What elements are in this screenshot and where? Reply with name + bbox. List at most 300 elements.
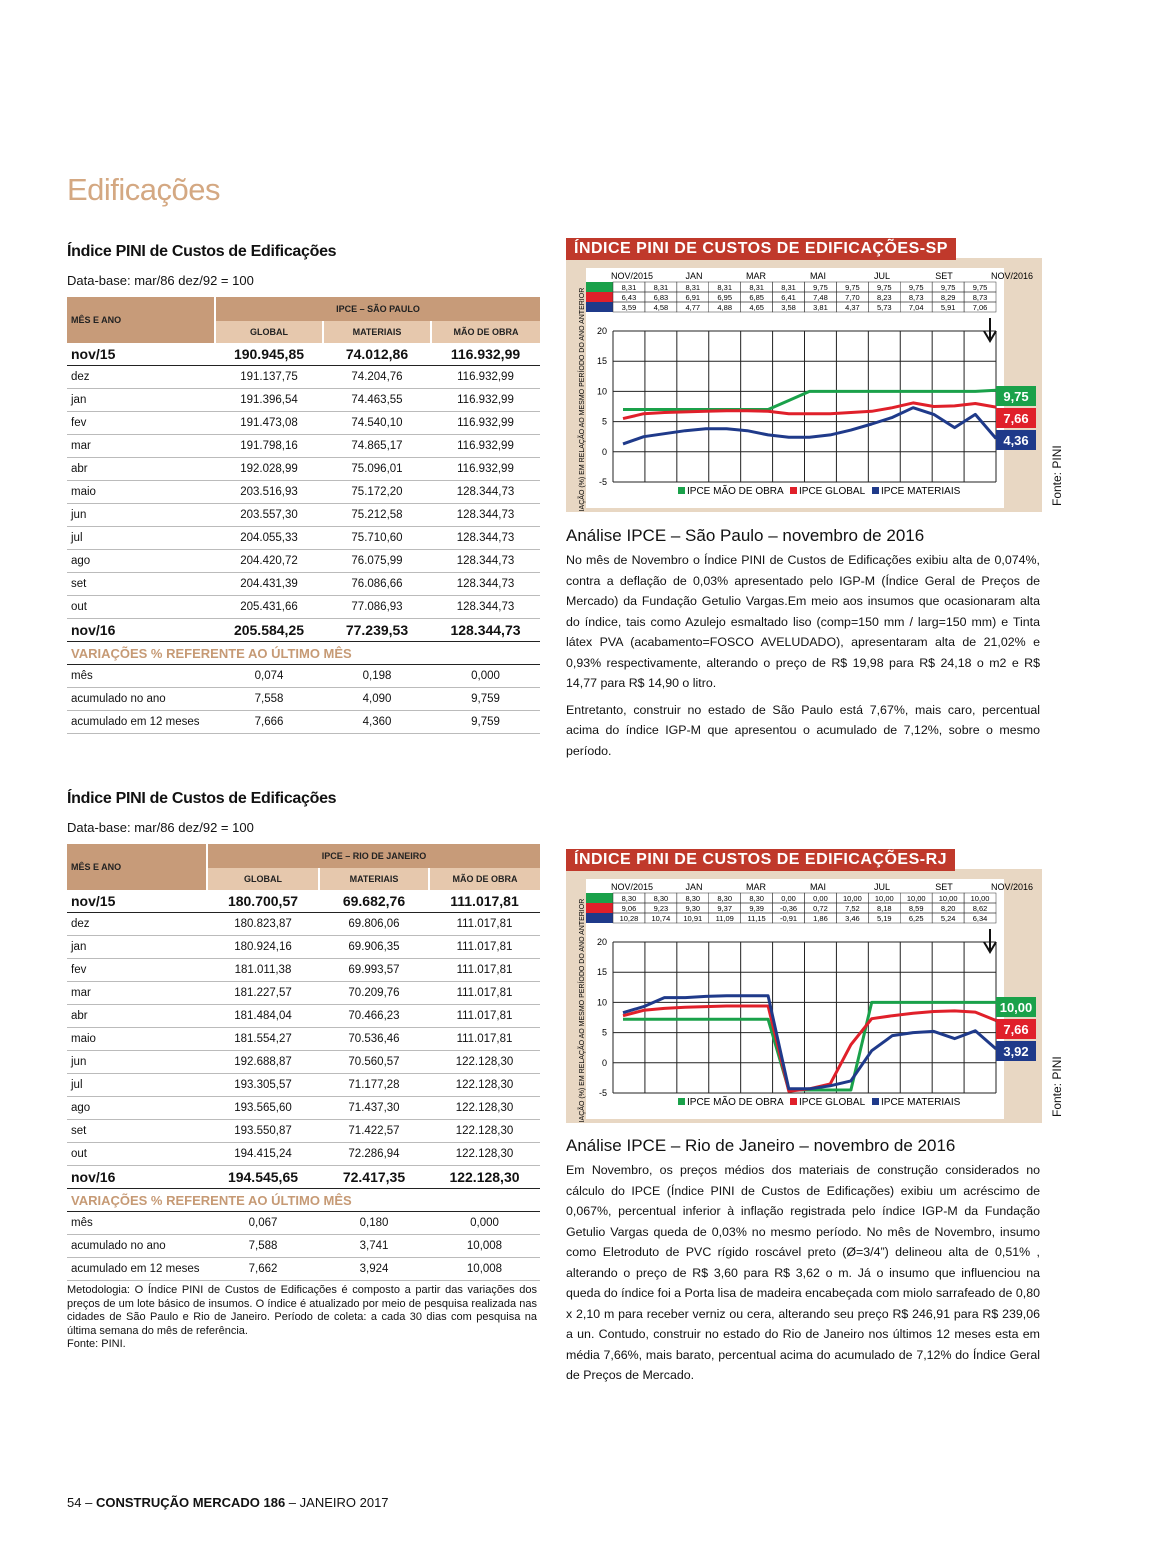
value-label: 8,30 — [685, 894, 701, 903]
rj-analysis-title: Análise IPCE – Rio de Janeiro – novembro de 2016 — [566, 1136, 956, 1155]
cell-mao-de-obra: 9,759 — [431, 688, 540, 711]
value-label: 9,30 — [685, 904, 701, 913]
cell-materiais: 75.172,20 — [323, 481, 431, 504]
table-row — [67, 1097, 540, 1120]
table-row — [67, 573, 540, 596]
row-label: fev — [67, 412, 215, 435]
value-label: 3,46 — [845, 914, 860, 923]
value-label: 9,75 — [813, 283, 828, 292]
value-label: 0,00 — [813, 894, 828, 903]
row-label: set — [67, 1120, 207, 1143]
value-label: 9,75 — [972, 283, 988, 292]
cell-materiais: 69.682,76 — [319, 890, 429, 913]
cell-materiais: 70.466,23 — [319, 1005, 429, 1028]
sp-table-subtitle: Data-base: mar/86 dez/92 = 100 — [67, 273, 254, 288]
sp-chart-panel — [566, 258, 1042, 512]
variation-title: VARIAÇÕES % REFERENTE AO ÚLTIMO MÊS — [67, 642, 540, 665]
row-label: set — [67, 573, 215, 596]
y-tick-label: 10 — [596, 386, 607, 397]
value-label: 9,06 — [621, 904, 637, 913]
sp-chart-title: ÍNDICE PINI DE CUSTOS DE EDIFICAÇÕES-SP — [566, 238, 956, 260]
table-row — [67, 1143, 540, 1166]
value-label: 6,85 — [749, 293, 764, 302]
cell-materiais: 71.422,57 — [319, 1120, 429, 1143]
sp-table-title: Índice PINI de Custos de Edificações — [67, 243, 337, 260]
cell-materiais: 69.806,06 — [319, 913, 429, 936]
table-row — [67, 1120, 540, 1143]
table-row — [67, 389, 540, 412]
cell-mao-de-obra: 116.932,99 — [431, 458, 540, 481]
cell-global: 191.473,08 — [215, 412, 323, 435]
cell-global: 7,558 — [215, 688, 323, 711]
cell-materiais: 77.086,93 — [323, 596, 431, 619]
cell-materiais: 76.086,66 — [323, 573, 431, 596]
value-label: 3,58 — [781, 303, 796, 312]
month-label: NOV/2016 — [990, 271, 1034, 281]
cell-global: 180.823,87 — [207, 913, 319, 936]
end-value-label: 4,36 — [1003, 433, 1029, 448]
month-label: MAR — [746, 882, 766, 892]
table-row — [67, 596, 540, 619]
value-label: 6,43 — [621, 293, 637, 302]
table-row — [67, 481, 540, 504]
value-label: 8,73 — [908, 293, 924, 302]
month-label: NOV/2015 — [610, 882, 654, 892]
value-label: 10,28 — [619, 914, 639, 923]
table-row — [67, 1166, 540, 1189]
cell-materiais: 74.540,10 — [323, 412, 431, 435]
value-label: 10,00 — [906, 894, 926, 903]
value-label: -0,91 — [779, 914, 798, 923]
value-label: 8,62 — [972, 904, 988, 913]
sp-analysis-title: Análise IPCE – São Paulo – novembro de 2016 — [566, 526, 925, 545]
cell-global: 204.055,33 — [215, 527, 323, 550]
rj-chart-panel — [566, 869, 1042, 1123]
end-value-label: 9,75 — [1003, 389, 1029, 404]
y-axis-label: VARIAÇÃO (%) EM RELAÇÃO AO MESMO PERÍODO DO ANO ANTERIOR — [579, 287, 586, 512]
legend-label: IPCE MATERIAIS — [881, 1097, 961, 1108]
sp-analysis-text — [566, 550, 1040, 767]
cell-materiais: 75.096,01 — [323, 458, 431, 481]
rj-chart-source: Fonte: PINI — [1050, 1056, 1064, 1117]
table-row — [67, 959, 540, 982]
month-label: MAI — [809, 271, 827, 281]
rj-table-title: Índice PINI de Custos de Edificações — [67, 790, 337, 807]
legend-swatch — [872, 487, 879, 494]
table-row — [67, 1028, 540, 1051]
footer-dash: – — [81, 1495, 96, 1510]
row-label: jul — [67, 1074, 207, 1097]
value-label: 8,31 — [717, 283, 733, 292]
row-label: mês — [67, 1212, 207, 1235]
table-row — [67, 619, 540, 642]
cell-global: 181.484,04 — [207, 1005, 319, 1028]
cell-global: 194.415,24 — [207, 1143, 319, 1166]
value-label: 8,31 — [621, 283, 637, 292]
row-label: mês — [67, 665, 215, 688]
row-label: nov/16 — [67, 619, 215, 642]
cell-global: 193.305,57 — [207, 1074, 319, 1097]
cell-materiais: 3,924 — [319, 1258, 429, 1281]
y-tick-label: 0 — [601, 446, 607, 457]
cell-global: 181.011,38 — [207, 959, 319, 982]
value-label: 8,31 — [653, 283, 669, 292]
variation-row — [67, 1212, 540, 1235]
cell-materiais: 74.012,86 — [323, 343, 431, 366]
value-label: 7,52 — [845, 904, 860, 913]
cell-global: 204.431,39 — [215, 573, 323, 596]
row-label: fev — [67, 959, 207, 982]
y-tick-label: 5 — [601, 1027, 607, 1038]
cell-mao-de-obra: 116.932,99 — [431, 389, 540, 412]
cell-global: 0,067 — [207, 1212, 319, 1235]
row-label: ago — [67, 550, 215, 573]
cell-mao-de-obra: 128.344,73 — [431, 573, 540, 596]
cell-mao-de-obra: 122.128,30 — [429, 1166, 540, 1189]
value-label: 10,74 — [651, 914, 671, 923]
legend-swatch — [872, 1098, 879, 1105]
cell-mao-de-obra: 128.344,73 — [431, 550, 540, 573]
value-label: 8,30 — [717, 894, 733, 903]
cell-mao-de-obra: 111.017,81 — [429, 936, 540, 959]
value-label: 8,29 — [940, 293, 956, 302]
legend-swatch — [678, 1098, 685, 1105]
row-label: nov/15 — [67, 343, 215, 366]
legend-label: IPCE GLOBAL — [799, 1097, 866, 1108]
cell-mao-de-obra: 122.128,30 — [429, 1074, 540, 1097]
value-label: 10,00 — [938, 894, 958, 903]
value-label: 9,75 — [940, 283, 956, 292]
row-label: maio — [67, 481, 215, 504]
value-label: 5,24 — [940, 914, 956, 923]
value-label: 8,18 — [876, 904, 892, 913]
header-mao-de-obra: MÃO DE OBRA — [429, 868, 540, 890]
cell-materiais: 0,180 — [319, 1212, 429, 1235]
value-label: 8,73 — [972, 293, 988, 302]
y-tick-label: -5 — [598, 477, 607, 487]
page-number: 54 — [67, 1495, 82, 1510]
cell-mao-de-obra: 128.344,73 — [431, 504, 540, 527]
value-label: 6,95 — [717, 293, 733, 302]
value-label: 9,23 — [653, 904, 669, 913]
cell-materiais: 3,741 — [319, 1235, 429, 1258]
month-label: NOV/2016 — [990, 882, 1034, 892]
value-label: 4,58 — [653, 303, 669, 312]
header-materiais: MATERIAIS — [319, 868, 429, 890]
cell-materiais: 74.204,76 — [323, 366, 431, 389]
month-label: SET — [935, 882, 953, 892]
value-label: 8,30 — [749, 894, 764, 903]
header-month-year: MÊS E ANO — [67, 844, 207, 890]
series-swatch — [586, 292, 613, 302]
issue-date: JANEIRO 2017 — [299, 1495, 389, 1510]
value-label: 4,37 — [845, 303, 860, 312]
row-label: jan — [67, 389, 215, 412]
value-label: 4,65 — [749, 303, 764, 312]
table-row — [67, 936, 540, 959]
table-row — [67, 913, 540, 936]
value-label: 6,34 — [972, 914, 988, 923]
value-label: 3,59 — [621, 303, 637, 312]
row-label: nov/16 — [67, 1166, 207, 1189]
value-label: 8,31 — [781, 283, 796, 292]
value-label: 7,70 — [845, 293, 860, 302]
table-row — [67, 1005, 540, 1028]
sp-index-table — [67, 297, 540, 734]
month-label: MAR — [746, 271, 766, 281]
cell-mao-de-obra: 111.017,81 — [429, 1005, 540, 1028]
cell-mao-de-obra: 111.017,81 — [429, 1028, 540, 1051]
cell-materiais: 4,090 — [323, 688, 431, 711]
header-group: IPCE – SÃO PAULO — [215, 297, 540, 321]
y-axis-label: VARIAÇÃO (%) EM RELAÇÃO AO MESMO PERÍODO DO ANO ANTERIOR — [579, 898, 586, 1123]
month-label: JAN — [685, 882, 703, 892]
end-value-label: 10,00 — [999, 1000, 1033, 1015]
cell-global: 7,666 — [215, 711, 323, 734]
value-label: 10,00 — [970, 894, 990, 903]
value-label: 1,86 — [813, 914, 828, 923]
cell-global: 181.554,27 — [207, 1028, 319, 1051]
cell-mao-de-obra: 122.128,30 — [429, 1051, 540, 1074]
table-row — [67, 1051, 540, 1074]
cell-global: 203.516,93 — [215, 481, 323, 504]
legend-swatch — [790, 487, 797, 494]
page-footer — [67, 1495, 389, 1510]
variation-row — [67, 711, 540, 734]
cell-mao-de-obra: 10,008 — [429, 1235, 540, 1258]
cell-materiais: 70.536,46 — [319, 1028, 429, 1051]
cell-materiais: 74.463,55 — [323, 389, 431, 412]
value-label: 9,75 — [845, 283, 860, 292]
cell-mao-de-obra: 111.017,81 — [429, 959, 540, 982]
series-swatch — [586, 893, 613, 903]
end-value-label: 3,92 — [1003, 1044, 1029, 1059]
cell-mao-de-obra: 111.017,81 — [429, 982, 540, 1005]
series-swatch — [586, 302, 613, 312]
month-label: JUL — [873, 882, 891, 892]
cell-mao-de-obra: 111.017,81 — [429, 913, 540, 936]
y-tick-label: 0 — [601, 1057, 607, 1068]
value-label: 10,00 — [874, 894, 894, 903]
value-label: 8,23 — [876, 293, 892, 302]
table-row — [67, 458, 540, 481]
cell-global: 180.700,57 — [207, 890, 319, 913]
sp-chart-source: Fonte: PINI — [1050, 445, 1064, 506]
sp-analysis-p2: Entretanto, construir no estado de São Paulo está 7,67%, mais caro, percentual acima do índice IGP-M que apresentou o acumulado de 7,12%, sobre o mesmo período. — [566, 702, 1040, 758]
cell-global: 205.584,25 — [215, 619, 323, 642]
value-label: 6,91 — [685, 293, 701, 302]
variation-row — [67, 665, 540, 688]
value-label: 0,72 — [813, 904, 828, 913]
table-row — [67, 504, 540, 527]
month-label: JUL — [873, 271, 891, 281]
value-label: 9,75 — [908, 283, 924, 292]
cell-global: 194.545,65 — [207, 1166, 319, 1189]
cell-global: 190.945,85 — [215, 343, 323, 366]
rj-chart-title: ÍNDICE PINI DE CUSTOS DE EDIFICAÇÕES-RJ — [566, 849, 955, 871]
cell-mao-de-obra: 122.128,30 — [429, 1120, 540, 1143]
y-tick-label: 5 — [601, 416, 607, 427]
table-row — [67, 527, 540, 550]
header-global: GLOBAL — [215, 321, 323, 343]
table-row — [67, 435, 540, 458]
row-label: dez — [67, 913, 207, 936]
variation-row — [67, 1235, 540, 1258]
variation-row — [67, 1258, 540, 1281]
cell-materiais: 76.075,99 — [323, 550, 431, 573]
cell-mao-de-obra: 122.128,30 — [429, 1143, 540, 1166]
cell-global: 191.137,75 — [215, 366, 323, 389]
legend-swatch — [790, 1098, 797, 1105]
cell-global: 180.924,16 — [207, 936, 319, 959]
month-label: SET — [935, 271, 953, 281]
row-label: acumulado em 12 meses — [67, 711, 215, 734]
cell-global: 181.227,57 — [207, 982, 319, 1005]
row-label: jan — [67, 936, 207, 959]
row-label: jun — [67, 504, 215, 527]
cell-materiais: 72.286,94 — [319, 1143, 429, 1166]
methodology-source: Fonte: PINI. — [67, 1338, 126, 1350]
value-label: 5,91 — [940, 303, 956, 312]
row-label: jul — [67, 527, 215, 550]
cell-global: 7,662 — [207, 1258, 319, 1281]
value-label: 10,00 — [842, 894, 862, 903]
header-materiais: MATERIAIS — [323, 321, 431, 343]
cell-materiais: 72.417,35 — [319, 1166, 429, 1189]
methodology-note — [67, 1284, 537, 1352]
value-label: 9,75 — [876, 283, 892, 292]
row-label: maio — [67, 1028, 207, 1051]
series-swatch — [586, 282, 613, 292]
table-row — [67, 982, 540, 1005]
rj-analysis-text — [566, 1160, 1040, 1392]
header-mao-de-obra: MÃO DE OBRA — [431, 321, 540, 343]
value-label: 8,30 — [653, 894, 669, 903]
value-label: -0,36 — [779, 904, 798, 913]
cell-mao-de-obra: 128.344,73 — [431, 527, 540, 550]
cell-materiais: 71.177,28 — [319, 1074, 429, 1097]
sp-chart — [566, 258, 1042, 512]
row-label: abr — [67, 1005, 207, 1028]
cell-mao-de-obra: 128.344,73 — [431, 481, 540, 504]
y-tick-label: -5 — [598, 1088, 607, 1098]
page-heading: Edificações — [67, 172, 221, 207]
y-tick-label: 20 — [596, 326, 607, 336]
legend-swatch — [678, 487, 685, 494]
legend-label: IPCE GLOBAL — [799, 486, 866, 497]
value-label: 8,31 — [749, 283, 764, 292]
row-label: acumulado no ano — [67, 1235, 207, 1258]
cell-global: 192.688,87 — [207, 1051, 319, 1074]
cell-materiais: 75.710,60 — [323, 527, 431, 550]
row-label: ago — [67, 1097, 207, 1120]
y-tick-label: 20 — [596, 937, 607, 947]
month-label: NOV/2015 — [610, 271, 654, 281]
table-row — [67, 412, 540, 435]
rj-analysis-p1: Em Novembro, os preços médios dos materiais de construção considerados no cálculo do IPCE (Índice PINI de Custos de Edificações) exibiu um acréscimo de 0,067%, percentual inferior à inflação registrada pelo índice IGP-M da Fundação Getulio Vargas queda de 0,03% no mesmo período. No mês de Novembro, insumo como Eletroduto de PVC rígido roscável preto (Ø=3/4”) delineou alta de 0,51% , alterando o preço de R$ 3,60 para R$ 3,62 o m. Já o insumo que influenciou na queda do índice foi a Porta lisa de madeira encabeçada com miolo sarrafeado de 0,80 x 2,10 m para receber verniz ou cera, alterando seu preço R$ 246,91 para R$ 239,06 a un. Contudo, construir no estado do Rio de Janeiro nos últimos 12 meses esta em média 7,66%, mais barato, percentual acima do acumulado de 7,12% do Índice Geral de Preços de Mercado. — [566, 1163, 1040, 1382]
cell-mao-de-obra: 0,000 — [431, 665, 540, 688]
cell-materiais: 71.437,30 — [319, 1097, 429, 1120]
row-label: acumulado no ano — [67, 688, 215, 711]
table-row — [67, 1074, 540, 1097]
value-label: 4,88 — [717, 303, 733, 312]
value-label: 0,00 — [781, 894, 796, 903]
cell-materiais: 77.239,53 — [323, 619, 431, 642]
cell-global: 203.557,30 — [215, 504, 323, 527]
cell-mao-de-obra: 116.932,99 — [431, 435, 540, 458]
y-tick-label: 10 — [596, 997, 607, 1008]
cell-mao-de-obra: 122.128,30 — [429, 1097, 540, 1120]
table-row — [67, 366, 540, 389]
legend-label: IPCE MÃO DE OBRA — [687, 486, 784, 497]
row-label: mar — [67, 435, 215, 458]
rj-table-subtitle: Data-base: mar/86 dez/92 = 100 — [67, 820, 254, 835]
y-tick-label: 15 — [596, 356, 607, 367]
row-label: abr — [67, 458, 215, 481]
value-label: 11,09 — [715, 914, 734, 923]
rj-index-table — [67, 844, 540, 1281]
sp-analysis-p1: No mês de Novembro o Índice PINI de Custos de Edificações exibiu alta de 0,074%, contra a deflação de 0,03% apresentado pelo IGP-M (Índice Geral de Preços de Mercado) da Fundação Getulio Vargas.Em meio aos insumos que ocasionaram alta do índice, tais como Azulejo esmaltado liso (comp=150 mm / larg=150 mm) e Tinta látex PVA (acabamento=FOSCO AVELUDADO), apresentaram alta de 21,02% e 0,93% respectivamente, alterando o preço de R$ 19,98 para R$ 24,18 o m2 e R$ 14,77 para R$ 14,90 o litro. — [566, 553, 1040, 690]
row-label: nov/15 — [67, 890, 207, 913]
cell-global: 193.565,60 — [207, 1097, 319, 1120]
rj-chart — [566, 869, 1042, 1123]
cell-mao-de-obra: 10,008 — [429, 1258, 540, 1281]
value-label: 10,91 — [683, 914, 703, 923]
cell-mao-de-obra: 128.344,73 — [431, 619, 540, 642]
series-swatch — [586, 913, 613, 923]
value-label: 8,20 — [940, 904, 956, 913]
cell-materiais: 0,198 — [323, 665, 431, 688]
value-label: 5,19 — [876, 914, 892, 923]
month-label: JAN — [685, 271, 703, 281]
cell-global: 204.420,72 — [215, 550, 323, 573]
header-group: IPCE – RIO DE JANEIRO — [207, 844, 540, 868]
value-label: 7,04 — [908, 303, 924, 312]
value-label: 9,37 — [717, 904, 733, 913]
value-label: 3,81 — [813, 303, 828, 312]
row-label: out — [67, 596, 215, 619]
value-label: 4,77 — [685, 303, 701, 312]
value-label: 7,06 — [972, 303, 988, 312]
cell-global: 0,074 — [215, 665, 323, 688]
value-label: 8,31 — [685, 283, 701, 292]
cell-global: 205.431,66 — [215, 596, 323, 619]
cell-global: 193.550,87 — [207, 1120, 319, 1143]
cell-mao-de-obra: 9,759 — [431, 711, 540, 734]
table-row — [67, 890, 540, 913]
cell-mao-de-obra: 116.932,99 — [431, 343, 540, 366]
value-label: 6,83 — [653, 293, 669, 302]
table-row — [67, 550, 540, 573]
row-label: acumulado em 12 meses — [67, 1258, 207, 1281]
value-label: 6,41 — [781, 293, 796, 302]
cell-materiais: 4,360 — [323, 711, 431, 734]
end-value-label: 7,66 — [1003, 411, 1029, 426]
cell-mao-de-obra: 0,000 — [429, 1212, 540, 1235]
row-label: mar — [67, 982, 207, 1005]
cell-mao-de-obra: 128.344,73 — [431, 596, 540, 619]
month-label: MAI — [809, 882, 827, 892]
cell-materiais: 70.560,57 — [319, 1051, 429, 1074]
row-label: out — [67, 1143, 207, 1166]
cell-mao-de-obra: 111.017,81 — [429, 890, 540, 913]
series-swatch — [586, 903, 613, 913]
cell-global: 191.798,16 — [215, 435, 323, 458]
cell-materiais: 69.906,35 — [319, 936, 429, 959]
value-label: 11,15 — [747, 914, 766, 923]
y-tick-label: 15 — [596, 967, 607, 978]
value-label: 5,73 — [876, 303, 892, 312]
